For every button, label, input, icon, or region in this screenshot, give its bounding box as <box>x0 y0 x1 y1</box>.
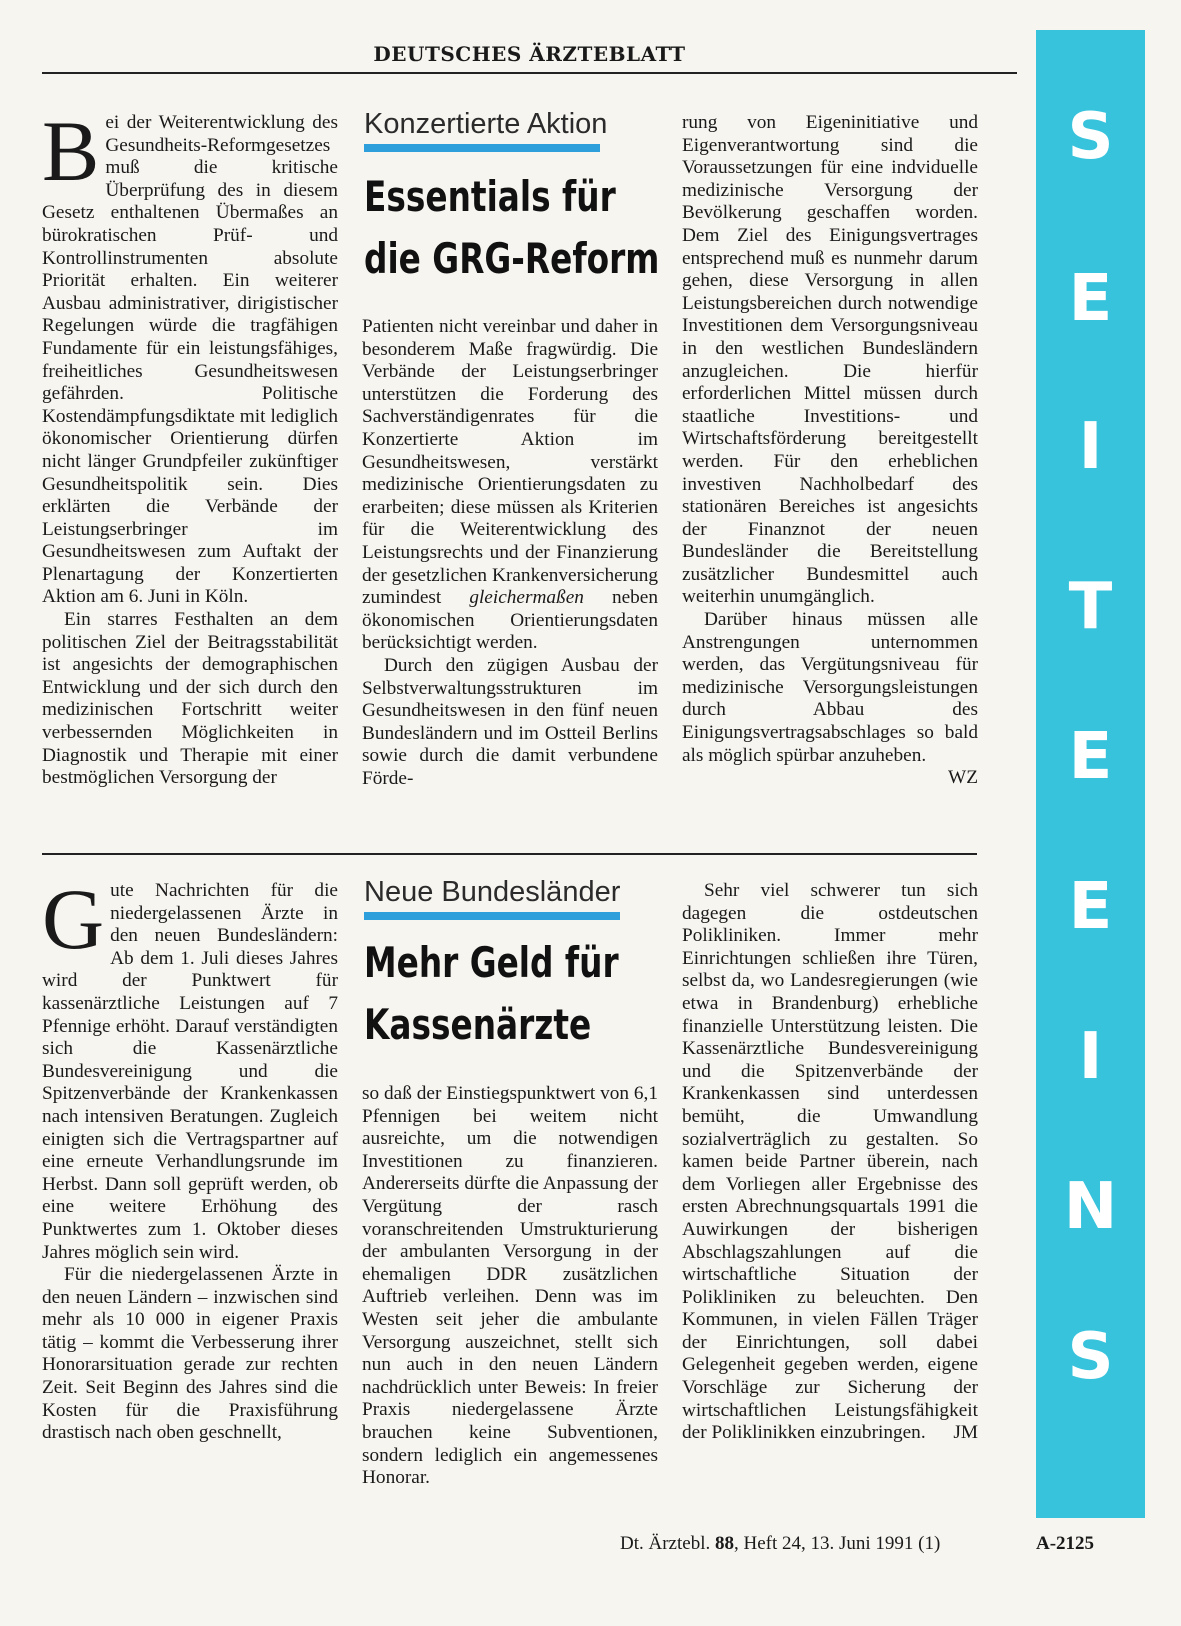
masthead: DEUTSCHES ÄRZTEBLATT <box>373 42 686 66</box>
article2-col2-para1: so daß der Einstiegspunktwert von 6,1 Pfennigen bei weitem nicht ausreichte, um die notwendigen Investitionen zu finanzieren. Andererseits dürfte die Anpassung der Vergütung der rasch voranschreitenden Umstrukturierung der ambulanten Versorgung in der ehemaligen DDR zusätzlichen Auftrieb verleihen. Denn was im Westen seit jeher die ambulante Versorgung auszeichnet, stellt sich nun auch in den neuen Ländern nachdrücklich unter Beweis: In freier Praxis niedergelassene Ärzte brauchen keine Subventionen, sondern lediglich ein angemessenes Honorar. <box>362 1083 658 1489</box>
article1-col1-para2: Ein starres Festhalten an dem politischen Ziel der Beitragsstabilität ist angesichts der demographischen Entwicklung und der sich durch den medizinischen Fortschritt weiter verbessernden Möglichkeiten in Diagnostik und Therapie mit einer bestmöglichen Versorgung der <box>42 609 338 789</box>
article1-col1 <box>42 103 338 790</box>
article1-headline: Essentials für die GRG-Reform <box>364 172 660 283</box>
sidebar-letter: E <box>1068 870 1113 944</box>
article1-col2-para1b: neben ökonomischen Orientierungsdaten berücksichtigt werden. <box>362 587 658 654</box>
article2-kicker: Neue Bundesländer <box>364 876 621 908</box>
sidebar-letter: I <box>1078 410 1103 484</box>
article1-col2 <box>362 316 658 790</box>
footer-journal: Dt. Ärztebl. <box>620 1533 711 1554</box>
page-number: A-2125 <box>1036 1533 1095 1554</box>
sidebar-letter: N <box>1063 1170 1118 1244</box>
article1-col3-para2: Darüber hinaus müssen alle Anstrengungen unternommen werden, das Vergütungsniveau für medizinische Versorgungsleistungen durch Abbau des Einigungsvertragsabschlages so bald als möglich spürbar anzuheben. <box>682 609 978 766</box>
article1-col2-para1a: Patienten nicht vereinbar und daher in besonderem Maße fragwürdig. Die Verbände der Leistungserbringer unterstützen die Forderung des Sachverständigenrates für die Konzertierte Aktion im Gesundheitswesen, verstärkt medizinische Orientierungsdaten zu erarbeiten; diese müssen als Kriterien für die Weiterentwicklung des Leistungsrechts und der Finanzierung der gesetzlichen Krankenversicherung zumindest <box>362 316 658 609</box>
article2-col1-para1: ute Nachrichten für die niedergelassenen Ärzte in den neuen Bundesländern: Ab dem 1. Juli dieses Jahres wird der Punktwert für kassenärztliche Leistungen auf 7 Pfennige erhöht. Darauf verständigten sich die Kassenärztliche Bundesvereinigung und die Spitzenverbände der Krankenkassen nach intensiven Beratungen. Zugleich einigten sich die Vertragspartner auf eine erneute Verhandlungsrunde im Herbst. Dann soll geprüft werden, ob eine weitere Erhöhung des Punktwertes zum 1. Oktober dieses Jahres möglich sein wird. <box>42 880 338 1263</box>
sidebar-letter: S <box>1067 100 1114 174</box>
article1-col2-emphasis: gleichermaßen <box>469 587 584 609</box>
dropcap-b: B <box>42 103 100 199</box>
article1-kicker-bar <box>364 144 600 152</box>
article2-col3-para1: Sehr viel schwerer tun sich dagegen die ostdeutschen Polikliniken. Immer mehr Einrichtungen schließen ihre Türen, selbst da, wo Landesregierungen (wie etwa in Brandenburg) erhebliche finanzielle Unterstützung leisten. Die Kassenärztliche Bundesvereinigung und die Spitzenverbände der Krankenkassen sind unterdessen bemüht, die Umwandlung sozialverträglich zu gestalten. So kamen beide Partner überein, nach dem Vorliegen aller Ergebnisse des ersten Abrechnungsquartals 1991 die Auwirkungen der bisherigen Abschlagszahlungen auf die wirtschaftliche Situation der Polikliniken zu beleuchten. Den Kommunen, in vielen Fällen Träger der Einrichtungen, soll dabei Gelegenheit gegeben werden, eigene Vorschläge zur Sicherung der wirtschaftlichen Leistungsfähigkeit der Poliklinikken einzubringen. <box>682 880 978 1444</box>
sidebar-letter: I <box>1078 1020 1103 1094</box>
dropcap-g: G <box>42 871 105 967</box>
article1-col3 <box>682 112 978 790</box>
article2-kicker-bar <box>364 912 620 920</box>
article1-kicker: Konzertierte Aktion <box>364 108 608 140</box>
article2-col1-para2: Für die niedergelassenen Ärzte in den neuen Ländern – inzwischen sind mehr als 10 000 in eigener Praxis tätig – kommt die Verbesserung ihrer Honorarsituation gerade zur rechten Zeit. Seit Beginn des Jahres sind die Kosten für die Praxisführung drastisch nach oben geschnellt, <box>42 1264 338 1444</box>
article2-col3 <box>682 880 978 1445</box>
article1-col2-para2: Durch den zügigen Ausbau der Selbstverwaltungsstrukturen im Gesundheitswesen in den fünf neuen Bundesländern und im Ostteil Berlins sowie durch die damit verbundene Förde- <box>362 654 658 789</box>
footer-volume: 88 <box>714 1533 734 1554</box>
sidebar-banner <box>1036 30 1145 1518</box>
article2-col2 <box>362 1083 658 1490</box>
masthead-rule <box>42 72 1017 74</box>
sidebar-letter: T <box>1068 570 1113 644</box>
article-separator <box>42 853 977 855</box>
footer-citation <box>620 1533 940 1555</box>
article2-col1 <box>42 871 338 1445</box>
sidebar-letter: E <box>1068 720 1113 794</box>
article2-signature: JM <box>953 1422 978 1444</box>
sidebar-letter: E <box>1068 262 1113 336</box>
article1-signature: WZ <box>948 767 978 789</box>
article1-col3-para1: rung von Eigeninitiative und Eigenverantwortung sind die Voraussetzungen für eine indviduelle medizinische Versorgung der Bevölkerung geschaffen worden. Dem Ziel des Einigungsvertrages entsprechend muß es nunmehr darum gehen, diese Versorgung in allen Leistungsbereichen durch notwendige Investitionen dem Versorgungsniveau in den westlichen Bundesländern anzugleichen. Die hierfür erforderlichen Mittel müssen durch staatliche Investitions- und Wirtschaftsförderung bereitgestellt werden. Für den erheblichen investiven Nachholbedarf des stationären Bereiches ist angesichts der Finanznot der neuen Bundesländer die Bereitstellung zusätzlicher Bundesmittel auch weiterhin unumgänglich. <box>682 112 978 608</box>
article2-headline: Mehr Geld für Kassenärzte <box>364 938 619 1049</box>
sidebar-letter: S <box>1067 1320 1114 1394</box>
article1-col1-para1: ei der Weiterentwicklung des Gesundheits-Reformgesetzes muß die kritische Überprüfung des in diesem Gesetz enthaltenen Übermaßes an bürokratischen Prüf- und Kontrollinstrumenten absolute Priorität erhalten. Ein weiterer Ausbau administrativer, dirigistischer Regelungen würde die tragfähigen Fundamente für ein leistungsfähiges, freiheitliches Gesundheitswesen gefährden. Politische Kostendämpfungsdiktate mit lediglich ökonomischer Orientierung dürfen nicht länger Grundpfeiler zukünftiger Gesundheitspolitik sein. Dies erklärten die Verbände der Leistungserbringer im Gesundheitswesen zum Auftakt der Plenartagung der Konzertierten Aktion am 6. Juni in Köln. <box>42 112 338 608</box>
footer-issue: , Heft 24, 13. Juni 1991 (1) <box>733 1533 941 1554</box>
